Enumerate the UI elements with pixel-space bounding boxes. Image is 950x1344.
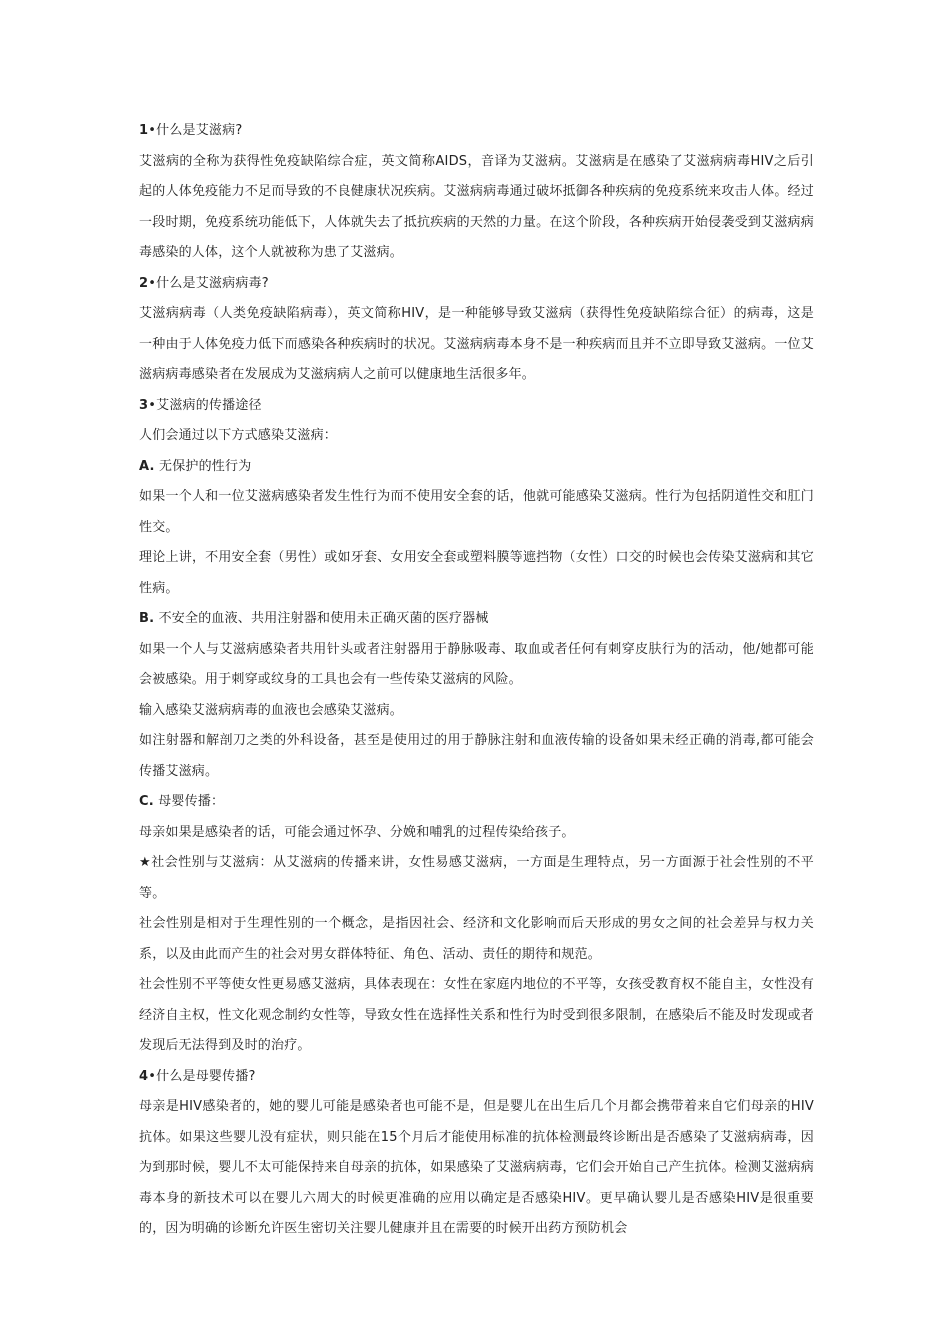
section-4-heading — [139, 1062, 814, 1093]
subsection-c-paragraph-2: ★社会性别与艾滋病：从艾滋病的传播来讲，女性易感艾滋病，一方面是生理特点，另一方面源于社会性别的不平等。 — [139, 855, 814, 901]
section-1-paragraph: 艾滋病的全称为获得性免疫缺陷综合症，英文简称AIDS，音译为艾滋病。艾滋病是在感染了艾滋病病毒HIV之后引起的人体免疫能力不足而导致的不良健康状况疾病。艾滋病病毒通过破坏抵御各种疾病的免疫系统来攻击人体。经过一段时期，免疫系统功能低下，人体就失去了抵抗疾病的天然的力量。在这个阶段，各种疾病开始侵袭受到艾滋病病毒感染的人体，这个人就被称为患了艾滋病。 — [139, 153, 814, 260]
subsection-b-title: 不安全的血液、共用注射器和使用未正确灭菌的医疗器械 — [158, 611, 489, 626]
section-3-intro: 人们会通过以下方式感染艾滋病： — [139, 428, 338, 443]
section-heading-text: •什么是艾滋病? — [148, 123, 243, 138]
subsection-c-paragraph-4: 社会性别不平等使女性更易感艾滋病，具体表现在：女性在家庭内地位的不平等，女孩受教育权不能自主，女性没有经济自主权，性文化观念制约女性等，导致女性在选择性关系和性行为时受到很多限制，在感染后不能及时发现或者发现后无法得到及时的治疗。 — [139, 977, 814, 1053]
subsection-a-title: 无保护的性行为 — [159, 458, 252, 474]
subsection-a-heading — [139, 452, 814, 483]
document-body — [139, 116, 814, 1245]
section-2-paragraph: 艾滋病病毒（人类免疫缺陷病毒），英文简称HIV，是一种能够导致艾滋病（获得性免疫缺陷综合征）的病毒，这是一种由于人体免疫力低下而感染各种疾病时的状况。艾滋病病毒本身不是一种疾病而且并不立即导致艾滋病。一位艾滋病病毒感染者在发展成为艾滋病病人之前可以健康地生活很多年。 — [139, 306, 814, 382]
section-number: 4 — [139, 1068, 149, 1084]
subsection-b-heading — [139, 604, 814, 635]
section-number: 1 — [139, 123, 149, 138]
subsection-c-paragraph-3: 社会性别是相对于生理性别的一个概念，是指因社会、经济和文化影响而后天形成的男女之间的社会差异与权力关系，以及由此而产生的社会对男女群体特征、角色、活动、责任的期待和规范。 — [139, 916, 814, 962]
subsection-a-paragraph-2: 理论上讲，不用安全套（男性）或如牙套、女用安全套或塑料膜等遮挡物（女性）口交的时候也会传染艾滋病和其它性病。 — [139, 550, 814, 596]
subsection-c-heading — [139, 787, 814, 818]
section-heading-text: •艾滋病的传播途径 — [148, 397, 262, 413]
section-number: 3 — [139, 397, 149, 413]
subsection-b-label: B. — [139, 611, 155, 626]
subsection-c-label: C. — [139, 794, 154, 809]
subsection-c-paragraph-1: 母亲如果是感染者的话，可能会通过怀孕、分娩和哺乳的过程传染给孩子。 — [139, 824, 575, 840]
section-number: 2 — [139, 275, 149, 291]
section-4-paragraph: 母亲是HIV感染者的，她的婴儿可能是感染者也可能不是，但是婴儿在出生后几个月都会携带着来自它们母亲的HIV抗体。如果这些婴儿没有症状，则只能在15个月后才能使用标准的抗体检测最终诊断出是否感染了艾滋病病毒，因为到那时候，婴儿不太可能保持来自母亲的抗体，如果感染了艾滋病病毒，它们会开始自己产生抗体。检测艾滋病病毒本身的新技术可以在婴儿六周大的时候更准确的应用以确定是否感染HIV。更早确认婴儿是否感染HIV是很重要的，因为明确的诊断允许医生密切关注婴儿健康并且在需要的时候开出药方预防机会 — [139, 1099, 814, 1236]
subsection-a-paragraph-1: 如果一个人和一位艾滋病感染者发生性行为而不使用安全套的话，他就可能感染艾滋病。性行为包括阴道性交和肛门性交。 — [139, 489, 814, 535]
subsection-b-paragraph-3: 如注射器和解剖刀之类的外科设备，甚至是使用过的用于静脉注射和血液传输的设备如果未经正确的消毒,都可能会传播艾滋病。 — [139, 733, 814, 779]
section-heading-text: •什么是艾滋病病毒? — [148, 275, 269, 291]
section-1-heading — [139, 116, 814, 147]
subsection-a-label: A. — [139, 458, 155, 474]
section-heading-text: •什么是母婴传播? — [148, 1068, 256, 1084]
subsection-b-paragraph-1: 如果一个人与艾滋病感染者共用针头或者注射器用于静脉吸毒、取血或者任何有刺穿皮肤行为的活动，他/她都可能会被感染。用于刺穿或纹身的工具也会有一些传染艾滋病的风险。 — [139, 641, 814, 687]
subsection-c-title: 母婴传播： — [158, 794, 225, 809]
section-2-heading — [139, 269, 814, 300]
section-3-heading — [139, 391, 814, 422]
subsection-b-paragraph-2: 输入感染艾滋病病毒的血液也会感染艾滋病。 — [139, 702, 404, 718]
